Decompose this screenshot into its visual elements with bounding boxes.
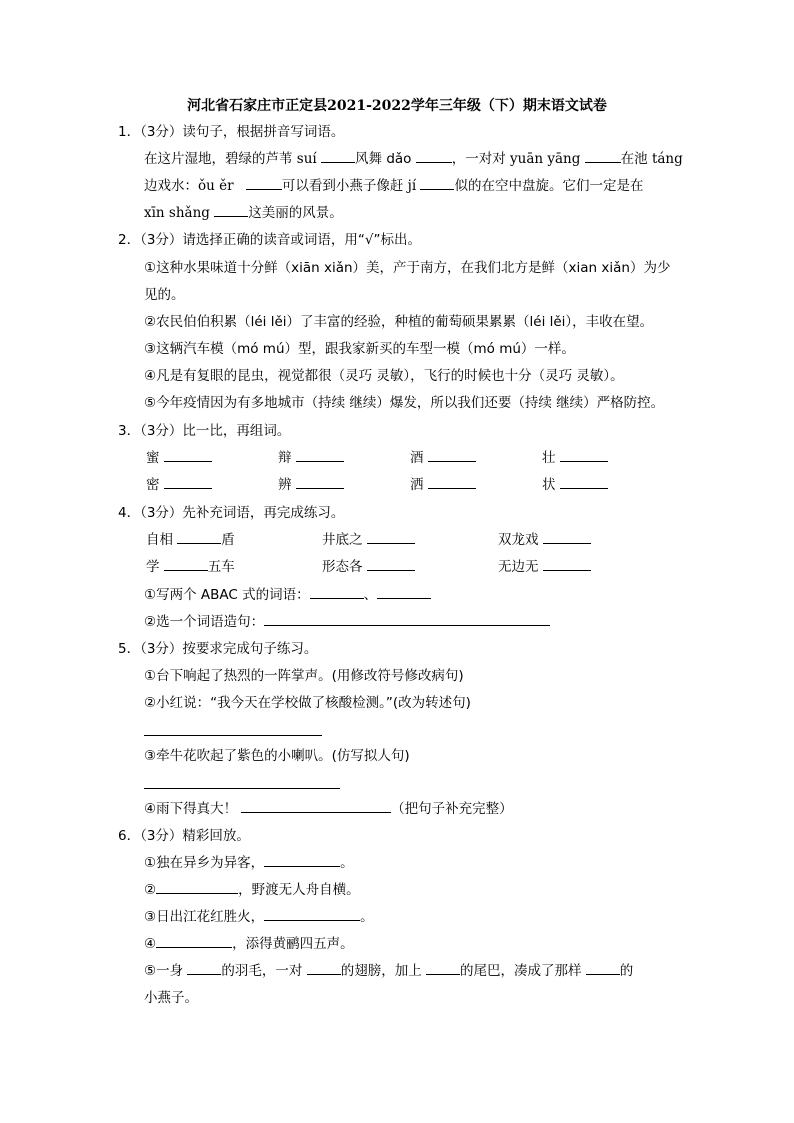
- q1-stem: 1．（3分）读句子，根据拼音写词语。: [118, 124, 345, 140]
- answer-blank[interactable]: [310, 586, 364, 599]
- q5-item-1: ①台下响起了热烈的一阵掌声。(用修改符号修改病句): [144, 668, 464, 684]
- q4-sentence-line: [144, 609, 550, 636]
- q1-text: 风舞 dǎo: [355, 151, 416, 167]
- answer-blank[interactable]: [428, 449, 476, 462]
- answer-blank[interactable]: [416, 150, 452, 163]
- q4-stem: 4．（3分）先补充词语，再完成练习。: [118, 505, 345, 521]
- answer-blank[interactable]: [264, 908, 360, 921]
- q3-char-cell: [146, 472, 212, 499]
- q3-char-cell: [146, 445, 212, 472]
- q3-char: 辨: [278, 477, 292, 493]
- q1-text: 可以看到小燕子像赶 jí: [281, 178, 421, 194]
- q6-text: ④: [144, 936, 157, 952]
- q3-char: 辩: [278, 450, 292, 466]
- answer-blank[interactable]: [264, 613, 550, 626]
- q6-text: ①独在异乡为异客，: [144, 855, 265, 871]
- answer-blank[interactable]: [543, 531, 591, 544]
- q4-text: 五车: [207, 559, 235, 575]
- q3-char-cell: [410, 472, 476, 499]
- answer-blank[interactable]: [156, 881, 238, 894]
- q5-text: ④雨下得真大！: [144, 801, 238, 817]
- q4-idiom: [322, 527, 415, 554]
- answer-blank[interactable]: [426, 962, 460, 975]
- q4-text: ①写两个 ABAC 式的词语：: [144, 587, 310, 603]
- q2-item-1: ①这种水果味道十分鲜（xiān xiǎn）美，产于南方，在我们北方是鲜（xian xiǎn）为少: [144, 260, 671, 276]
- answer-blank[interactable]: [164, 449, 212, 462]
- q3-char-cell: [410, 445, 476, 472]
- answer-blank[interactable]: [585, 150, 621, 163]
- q3-char: 密: [146, 477, 160, 493]
- q6-item-5: [144, 958, 633, 985]
- q1-text: 在池 táng: [620, 151, 683, 167]
- q2-item-3: ③这辆汽车模（mó mú）型，跟我家新买的车型一模（mó mú）一样。: [144, 341, 575, 357]
- q3-char-cell: [542, 472, 608, 499]
- q3-stem: 3．（3分）比一比，再组词。: [118, 423, 291, 439]
- q3-char-cell: [542, 445, 608, 472]
- q5-item-4: [144, 796, 513, 823]
- answer-blank[interactable]: [367, 558, 415, 571]
- q4-text: ②选一个词语造句：: [144, 614, 265, 630]
- answer-blank[interactable]: [187, 962, 221, 975]
- answer-blank[interactable]: [420, 177, 454, 190]
- answer-blank[interactable]: [560, 476, 608, 489]
- q4-idiom: [498, 527, 591, 554]
- q2-item-2: ②农民伯伯积累（léi lěi）了丰富的经验，种植的葡萄硕果累累（léi lěi），丰收在望。: [144, 314, 654, 330]
- answer-blank[interactable]: [164, 476, 212, 489]
- q6-item-1: [144, 850, 354, 877]
- q1-line1: [144, 146, 683, 173]
- q1-text: ，一对对 yuān yāng: [451, 151, 585, 167]
- q6-text: ⑤一身: [144, 963, 188, 979]
- q3-char: 酒: [410, 450, 424, 466]
- answer-blank[interactable]: [177, 531, 221, 544]
- q4-idiom: [146, 527, 235, 554]
- q4-abac-line: [144, 582, 431, 609]
- q6-text: 的羽毛，一对: [221, 963, 307, 979]
- answer-blank[interactable]: [377, 586, 431, 599]
- q6-text: 的翅膀，加上: [340, 963, 426, 979]
- q5-stem: 5．（3分）按要求完成句子练习。: [118, 641, 318, 657]
- q4-idiom: [498, 554, 591, 581]
- q1-line2: [144, 173, 643, 200]
- q3-char: 壮: [542, 450, 556, 466]
- q4-text: 、: [363, 587, 378, 603]
- q1-line3: [144, 200, 343, 227]
- q4-text: 学: [146, 559, 164, 575]
- q6-text: 的: [619, 963, 634, 979]
- q6-text: 。: [360, 909, 374, 925]
- answer-line[interactable]: [144, 735, 322, 736]
- q6-text: ③日出江花红胜火，: [144, 909, 265, 925]
- q6-item-4: [144, 931, 354, 958]
- q6-item-2: [144, 877, 360, 904]
- q4-text: 形态各: [322, 559, 367, 575]
- answer-line[interactable]: [144, 788, 340, 789]
- answer-blank[interactable]: [560, 449, 608, 462]
- q4-text: 双龙戏: [498, 532, 543, 548]
- q5-item-2: ②小红说：“我今天在学校做了核酸检测。”(改为转述句): [144, 695, 471, 711]
- q2-item-4: ④凡是有复眼的昆虫，视觉都很（灵巧 灵敏），飞行的时候也十分（灵巧 灵敏）。: [144, 368, 624, 384]
- q1-text: 边戏水：ǒu ěr: [144, 178, 238, 194]
- q5-text: （把句子补充完整）: [391, 801, 513, 817]
- q6-item-5-cont: 小燕子。: [144, 990, 198, 1006]
- q4-idiom: [146, 554, 235, 581]
- q6-text: 的尾巴，凑成了那样: [460, 963, 586, 979]
- q2-item-1-cont: 见的。: [144, 287, 185, 303]
- answer-blank[interactable]: [241, 800, 391, 813]
- answer-blank[interactable]: [264, 854, 340, 867]
- answer-blank[interactable]: [307, 962, 341, 975]
- answer-blank[interactable]: [164, 558, 208, 571]
- q3-char-cell: [278, 445, 344, 472]
- answer-blank[interactable]: [214, 204, 248, 217]
- answer-blank[interactable]: [367, 531, 415, 544]
- q4-text: 自相: [146, 532, 178, 548]
- q6-text: ，野渡无人舟自横。: [238, 882, 360, 898]
- q6-text: ②: [144, 882, 157, 898]
- answer-blank[interactable]: [296, 449, 344, 462]
- answer-blank[interactable]: [296, 476, 344, 489]
- q1-text: xīn shǎng: [144, 205, 215, 221]
- q3-char: 状: [542, 477, 556, 493]
- q6-text: ，添得黄鹂四五声。: [232, 936, 354, 952]
- answer-blank[interactable]: [321, 150, 355, 163]
- q1-text: 这美丽的风景。: [248, 205, 343, 221]
- answer-blank[interactable]: [246, 177, 282, 190]
- q4-text: 井底之: [322, 532, 367, 548]
- exam-title: 河北省石家庄市正定县2021-2022学年三年级（下）期末语文试卷: [187, 98, 607, 114]
- q6-item-3: [144, 904, 374, 931]
- q4-text: 盾: [221, 532, 235, 548]
- answer-blank[interactable]: [586, 962, 620, 975]
- q6-stem: 6．（3分）精彩回放。: [118, 828, 250, 844]
- q6-text: 。: [340, 855, 354, 871]
- q4-text: 无边无: [498, 559, 543, 575]
- q5-item-3: ③牵牛花吹起了紫色的小喇叭。(仿写拟人句): [144, 748, 410, 764]
- answer-blank[interactable]: [156, 935, 232, 948]
- q2-stem: 2．（3分）请选择正确的读音或词语，用“√”标出。: [118, 232, 422, 248]
- q3-char: 洒: [410, 477, 424, 493]
- q2-item-5: ⑤今年疫情因为有多地城市（持续 继续）爆发，所以我们还要（持续 继续）严格防控。: [144, 395, 665, 411]
- q3-char-cell: [278, 472, 344, 499]
- q4-idiom: [322, 554, 415, 581]
- q1-text: 似的在空中盘旋。它们一定是在: [454, 178, 644, 194]
- q1-text: 在这片湿地，碧绿的芦苇 suí: [144, 151, 322, 167]
- answer-blank[interactable]: [543, 558, 591, 571]
- q3-char: 蜜: [146, 450, 160, 466]
- answer-blank[interactable]: [428, 476, 476, 489]
